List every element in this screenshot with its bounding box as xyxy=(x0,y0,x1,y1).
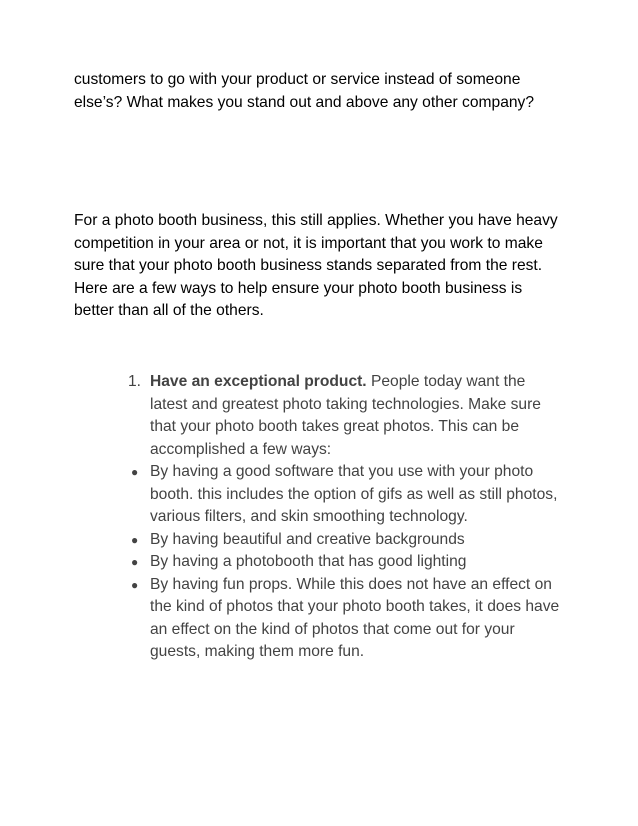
bullet-icon: ● xyxy=(131,532,139,547)
list-item-line: By having a photobooth that has good lighting xyxy=(150,553,467,570)
list-item-line: an effect on the kind of photos that come out for your xyxy=(150,620,515,638)
list-item-line: By having a good software that you use with your photo xyxy=(150,463,534,480)
bold-lead-text: Have an exceptional product. xyxy=(150,373,367,390)
list-item-line: accomplished a few ways: xyxy=(150,440,332,458)
paragraph-photo-booth xyxy=(74,210,574,323)
list-item-line: By having beautiful and creative backgrounds xyxy=(150,530,465,548)
ways-list xyxy=(0,371,638,664)
numbered-list-item xyxy=(0,371,638,461)
list-item-line: booth. this includes the option of gifs as well as still photos, xyxy=(150,485,558,503)
paragraph-line: Here are a few ways to help ensure your photo booth business is xyxy=(74,279,523,297)
list-item-line: that your photo booth takes great photos. This can be xyxy=(150,418,520,435)
bullet-list-item xyxy=(0,461,638,529)
paragraph-line: customers to go with your product or service instead of someone xyxy=(74,71,521,88)
paragraph-intro-continuation xyxy=(74,69,574,114)
paragraph-line: better than all of the others. xyxy=(74,302,264,319)
list-item-line: latest and greatest photo taking technologies. Make sure xyxy=(150,395,541,413)
list-item-line: By having fun props. While this does not have an effect on xyxy=(150,575,552,593)
bullet-icon: ● xyxy=(131,577,139,592)
list-item-line: various filters, and skin smoothing technology. xyxy=(150,508,468,525)
bullet-list-item xyxy=(0,551,638,574)
bullet-icon: ● xyxy=(131,555,139,569)
list-number: 1. xyxy=(128,373,142,390)
list-item-line: the kind of photos that your photo booth takes, it does have xyxy=(150,598,560,615)
paragraph-line: else’s? What makes you stand out and above any other company? xyxy=(74,93,535,111)
list-item-text xyxy=(150,461,590,529)
list-item-text xyxy=(150,551,590,574)
list-item-line: guests, making them more fun. xyxy=(150,643,365,660)
paragraph-line: For a photo booth business, this still applies. Whether you have heavy xyxy=(74,212,558,229)
list-item-text xyxy=(150,371,590,461)
list-item-text xyxy=(150,574,590,664)
list-item-line xyxy=(150,371,590,394)
list-item-text xyxy=(150,529,590,552)
lead-line-rest: People today want the xyxy=(366,373,526,390)
bullet-list-item xyxy=(0,529,638,552)
bullet-list-item xyxy=(0,574,638,664)
bullet-icon: ● xyxy=(131,465,139,479)
paragraph-line: competition in your area or not, it is important that you work to make xyxy=(74,234,543,252)
paragraph-line: sure that your photo booth business stands separated from the rest. xyxy=(74,257,543,274)
